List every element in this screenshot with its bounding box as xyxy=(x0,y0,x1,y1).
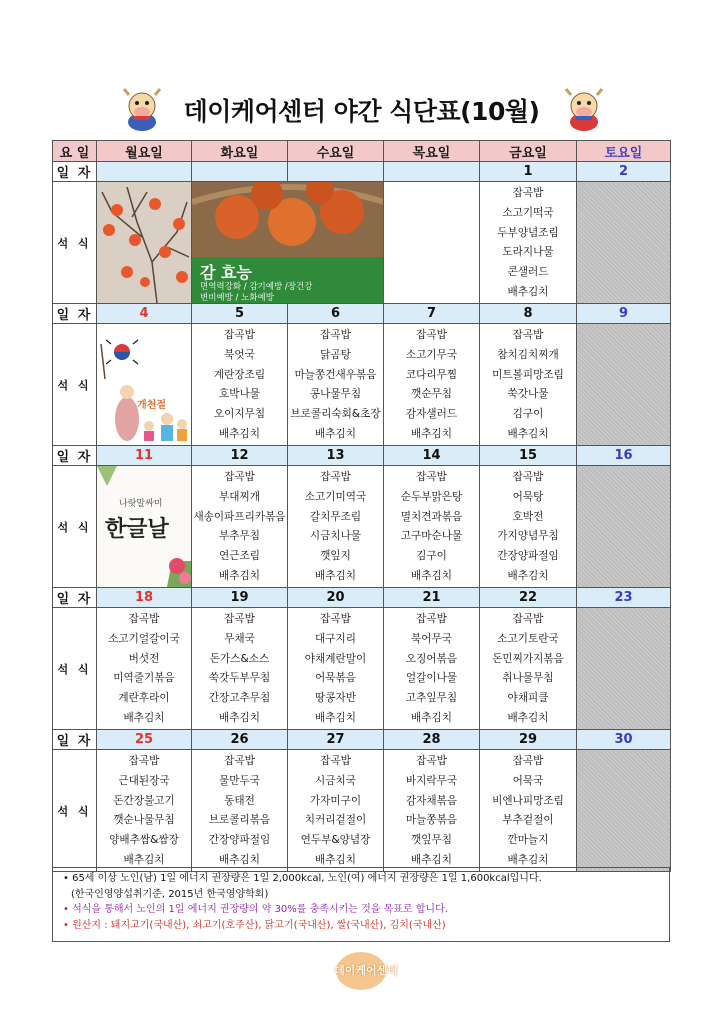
menu-item: 순두부맑은탕 xyxy=(400,490,463,503)
menu-item: 근대된장국 xyxy=(118,774,170,787)
menu-item: 계란장조림 xyxy=(213,368,266,381)
note-source: (한국인영양섭취기준, 2015년 한국영양학회) xyxy=(71,888,269,900)
menu-item: 돈민찌가지볶음 xyxy=(492,652,564,665)
menu-item: 시금치국 xyxy=(315,774,356,787)
menu-item: 배추김치 xyxy=(315,427,356,440)
menu-item: 어묵탕 xyxy=(512,490,544,503)
menu-item: 잡곡밥 xyxy=(320,613,351,625)
menu-item: 쑥갓두부무침 xyxy=(208,672,271,685)
menu-item: 동태전 xyxy=(224,794,255,807)
menu-item: 소고기떡국 xyxy=(502,206,554,219)
persimmon-banner-title: 감 효능 xyxy=(200,263,252,282)
page-title: 데이케어센터 야간 식단표(10월) xyxy=(183,97,540,126)
menu-item: 미트볼피망조림 xyxy=(492,368,564,381)
menu-cell xyxy=(288,608,384,730)
date-cell: 4 xyxy=(97,304,192,324)
menu-item: 잡곡밥 xyxy=(416,755,447,767)
hangul-day-cell xyxy=(97,466,192,588)
date-row-label: 일 자 xyxy=(53,304,97,324)
menu-item: 잡곡밥 xyxy=(512,187,544,199)
menu-item: 배추김치 xyxy=(507,711,549,724)
menu-item: 양배추쌈&쌈장 xyxy=(109,834,179,847)
menu-item: 간장양파절임 xyxy=(208,834,271,847)
meal-row-label: 석 식 xyxy=(53,182,97,304)
note-origin: • 원산지 : 돼지고기(국내산), 쇠고기(호주산), 닭고기(국내산), 쌀(국내산), 김치(국내산) xyxy=(63,919,446,931)
menu-item: 콘샐러드 xyxy=(507,266,549,279)
menu-item: 돈간장불고기 xyxy=(113,794,175,807)
menu-item: 쑥갓나물 xyxy=(507,388,549,401)
menu-item: 콩나물무침 xyxy=(309,388,362,401)
date-cell: 14 xyxy=(384,446,480,466)
date-row xyxy=(53,446,671,466)
menu-item: 닭곰탕 xyxy=(320,348,351,361)
menu-item: 얼갈이나물 xyxy=(405,672,458,685)
menu-list xyxy=(288,608,383,729)
menu-item: 배추김치 xyxy=(219,711,260,724)
date-row xyxy=(53,588,671,608)
weekday-mon: 월요일 xyxy=(97,141,192,162)
menu-item: 잡곡밥 xyxy=(512,613,544,625)
date-cell: 15 xyxy=(480,446,577,466)
persimmon-tree-cell xyxy=(97,182,192,304)
foundation-day-image xyxy=(97,324,191,445)
menu-list xyxy=(480,608,576,729)
menu-item: 잡곡밥 xyxy=(128,613,160,625)
date-cell: 22 xyxy=(480,588,577,608)
note-goal: • 석식을 통해서 노인의 1일 에너지 권장량의 약 30%를 충족시키는 것을 목표로 합니다. xyxy=(63,904,448,915)
menu-item: 갈치무조림 xyxy=(309,510,362,523)
date-cell: 27 xyxy=(288,730,384,750)
meal-row xyxy=(53,324,671,446)
persimmon-banner-line2: 변비예방 / 노화예방 xyxy=(200,293,274,303)
date-cell: 25 xyxy=(97,730,192,750)
title-area xyxy=(0,86,723,136)
menu-item: 잡곡밥 xyxy=(320,329,351,341)
empty-cell xyxy=(384,182,480,304)
foundation-day-cell xyxy=(97,324,192,446)
menu-item: 치커리겉절이 xyxy=(304,814,367,827)
date-row-label: 일 자 xyxy=(53,588,97,608)
menu-item: 잡곡밥 xyxy=(512,471,544,483)
menu-item: 오이지무침 xyxy=(213,408,266,421)
date-cell: 30 xyxy=(577,730,671,750)
persimmon-banner-line1: 면역력강화 / 감기예방 /장건강 xyxy=(200,282,313,292)
meal-row xyxy=(53,750,671,872)
menu-item: 잡곡밥 xyxy=(224,471,255,483)
weekday-thu: 목요일 xyxy=(384,141,480,162)
hangul-day-sub: 나랏말싸미 xyxy=(119,499,163,509)
menu-cell xyxy=(384,608,480,730)
menu-item: 취나물무침 xyxy=(502,672,554,685)
menu-item: 배추김치 xyxy=(507,285,549,298)
menu-list xyxy=(384,466,479,587)
menu-list xyxy=(97,750,191,871)
menu-cell xyxy=(288,750,384,872)
menu-item: 두부양념조림 xyxy=(497,226,559,239)
menu-item: 브로콜리볶음 xyxy=(208,814,271,827)
date-cell: 12 xyxy=(192,446,288,466)
menu-item: 어묵국 xyxy=(512,774,544,787)
menu-item: 도라지나물 xyxy=(502,246,554,259)
note-energy: • 65세 이상 노인(남) 1일 에너지 권장량은 1일 2,000kcal, 노인(여) 에너지 권장량은 1일 1,600kcal입니다. xyxy=(63,873,542,884)
menu-item: 북어무국 xyxy=(411,632,452,645)
menu-item: 잡곡밥 xyxy=(416,471,447,483)
menu-item: 호박전 xyxy=(512,510,544,523)
menu-item: 부대찌개 xyxy=(219,490,260,503)
menu-item: 부추겉절이 xyxy=(502,814,554,827)
date-row xyxy=(53,730,671,750)
meal-row xyxy=(53,182,671,304)
menu-item: 멸치견과볶음 xyxy=(400,510,463,523)
menu-item: 소고기얼갈이국 xyxy=(108,632,180,645)
menu-cell xyxy=(288,324,384,446)
menu-item: 잡곡밥 xyxy=(224,613,255,625)
notes-box xyxy=(52,867,670,942)
persimmon-tree-image xyxy=(97,182,191,303)
menu-item: 마늘쫑볶음 xyxy=(405,814,458,827)
menu-list xyxy=(384,750,479,871)
menu-item: 무채국 xyxy=(224,632,255,645)
menu-list xyxy=(480,182,576,303)
date-cell xyxy=(384,162,480,182)
menu-list xyxy=(384,608,479,729)
date-cell: 18 xyxy=(97,588,192,608)
menu-item: 감자샐러드 xyxy=(405,408,458,421)
menu-cell xyxy=(288,466,384,588)
menu-item: 호박나물 xyxy=(219,388,260,401)
menu-item: 배추김치 xyxy=(507,569,549,582)
hangul-day-title: 한글날 xyxy=(105,517,169,542)
menu-item: 배추김치 xyxy=(411,853,452,866)
footer-logo xyxy=(326,952,406,992)
menu-item: 배추김치 xyxy=(507,853,549,866)
menu-item: 코다리무찜 xyxy=(405,368,458,381)
meal-row xyxy=(53,608,671,730)
menu-item: 대구지리 xyxy=(315,632,356,645)
menu-cell xyxy=(480,608,577,730)
menu-list xyxy=(288,750,383,871)
menu-list xyxy=(480,466,576,587)
menu-item: 부추무침 xyxy=(219,530,260,543)
menu-item: 잡곡밥 xyxy=(224,755,255,767)
date-cell: 26 xyxy=(192,730,288,750)
weekday-header-row xyxy=(53,141,671,162)
weekday-fri: 금요일 xyxy=(480,141,577,162)
menu-list xyxy=(192,608,287,729)
menu-item: 깐마늘지 xyxy=(507,834,549,847)
menu-item: 깻잎지 xyxy=(320,550,351,563)
menu-item: 배추김치 xyxy=(411,427,452,440)
menu-list xyxy=(384,324,479,445)
menu-item: 잡곡밥 xyxy=(128,755,160,767)
menu-list xyxy=(192,466,287,587)
menu-item: 시금치나물 xyxy=(309,530,362,543)
date-cell: 9 xyxy=(577,304,671,324)
menu-cell xyxy=(192,608,288,730)
menu-item: 잡곡밥 xyxy=(416,613,447,625)
cow-mascot-icon xyxy=(562,86,606,132)
footer-logo-text: 데이케어센터 xyxy=(334,964,398,977)
menu-item: 가자미구이 xyxy=(309,794,362,807)
menu-item: 고구마순나물 xyxy=(400,530,463,543)
saturday-closed-cell xyxy=(577,608,671,730)
meal-row-label: 석 식 xyxy=(53,466,97,588)
saturday-closed-cell xyxy=(577,466,671,588)
menu-cell xyxy=(97,750,192,872)
menu-item: 오징어볶음 xyxy=(405,652,458,665)
menu-list xyxy=(192,324,287,445)
menu-cell xyxy=(480,466,577,588)
menu-item: 배추김치 xyxy=(315,853,356,866)
saturday-closed-cell xyxy=(577,750,671,872)
menu-item: 야채피클 xyxy=(507,692,549,705)
menu-cell xyxy=(192,324,288,446)
date-cell: 5 xyxy=(192,304,288,324)
menu-cell xyxy=(384,750,480,872)
weekday-sat: 토요일 xyxy=(577,141,671,162)
menu-item: 잡곡밥 xyxy=(512,755,544,767)
menu-item: 배추김치 xyxy=(315,711,356,724)
menu-item: 잡곡밥 xyxy=(512,329,544,341)
date-row-label: 일 자 xyxy=(53,730,97,750)
menu-item: 간장양파절임 xyxy=(497,550,559,563)
menu-item: 어묵볶음 xyxy=(315,672,356,685)
menu-item: 깻순나물무침 xyxy=(113,814,175,827)
weekday-wed: 수요일 xyxy=(288,141,384,162)
date-cell xyxy=(97,162,192,182)
persimmon-banner xyxy=(192,182,384,304)
menu-item: 버섯전 xyxy=(128,652,160,665)
menu-item: 바지락무국 xyxy=(405,774,458,787)
meal-row xyxy=(53,466,671,588)
menu-item: 배추김치 xyxy=(315,569,356,582)
menu-list xyxy=(480,750,576,871)
menu-table xyxy=(52,140,671,872)
menu-item: 새송이파프리카볶음 xyxy=(193,510,286,523)
meal-row-label: 석 식 xyxy=(53,608,97,730)
menu-item: 소고기토란국 xyxy=(497,632,559,645)
menu-cell xyxy=(480,750,577,872)
date-cell: 7 xyxy=(384,304,480,324)
menu-item: 김구이 xyxy=(416,550,447,563)
menu-cell xyxy=(384,466,480,588)
date-cell: 28 xyxy=(384,730,480,750)
menu-list xyxy=(480,324,576,445)
menu-item: 연두부&양념장 xyxy=(300,834,371,847)
menu-item: 비엔나피망조림 xyxy=(492,794,564,807)
menu-item: 깻순무침 xyxy=(411,388,452,401)
menu-item: 야채계란말이 xyxy=(304,652,367,665)
date-cell: 29 xyxy=(480,730,577,750)
menu-item: 미역줄기볶음 xyxy=(113,672,175,685)
menu-item: 배추김치 xyxy=(219,853,260,866)
menu-item: 간장고추무침 xyxy=(208,692,271,705)
date-cell: 21 xyxy=(384,588,480,608)
menu-item: 계란후라이 xyxy=(118,692,170,705)
weekday-tue: 화요일 xyxy=(192,141,288,162)
menu-item: 물만두국 xyxy=(219,774,260,787)
menu-item: 배추김치 xyxy=(507,427,549,440)
date-row-label: 일 자 xyxy=(53,446,97,466)
menu-cell xyxy=(192,750,288,872)
menu-item: 마늘쫑건새우볶음 xyxy=(294,368,377,381)
date-cell: 2 xyxy=(577,162,671,182)
menu-item: 배추김치 xyxy=(411,569,452,582)
date-cell: 1 xyxy=(480,162,577,182)
date-cell: 19 xyxy=(192,588,288,608)
menu-cell xyxy=(480,182,577,304)
menu-item: 배추김치 xyxy=(123,711,165,724)
meal-row-label: 석 식 xyxy=(53,750,97,872)
weekday-header-label: 요 일 xyxy=(53,141,97,162)
date-cell xyxy=(288,162,384,182)
date-row xyxy=(53,304,671,324)
date-cell: 8 xyxy=(480,304,577,324)
menu-item: 돈가스&소스 xyxy=(209,652,270,665)
menu-item: 배추김치 xyxy=(219,427,260,440)
menu-item: 배추김치 xyxy=(219,569,260,582)
saturday-closed-cell xyxy=(577,182,671,304)
menu-list xyxy=(288,466,383,587)
foundation-day-text: 개천절 xyxy=(137,400,166,411)
menu-cell xyxy=(480,324,577,446)
menu-item: 잡곡밥 xyxy=(320,755,351,767)
menu-item: 배추김치 xyxy=(123,853,165,866)
menu-list xyxy=(288,324,383,445)
menu-item: 소고기미역국 xyxy=(304,490,367,503)
menu-item: 깻잎무침 xyxy=(411,834,452,847)
menu-cell xyxy=(97,608,192,730)
menu-item: 브로콜리숙회&초장 xyxy=(290,408,381,421)
menu-item: 북엇국 xyxy=(224,348,255,361)
date-cell: 16 xyxy=(577,446,671,466)
menu-item: 잡곡밥 xyxy=(224,329,255,341)
menu-list xyxy=(97,608,191,729)
menu-item: 고추잎무침 xyxy=(405,692,458,705)
menu-item: 가지양념무침 xyxy=(497,530,559,543)
menu-list xyxy=(192,750,287,871)
menu-item: 잡곡밥 xyxy=(320,471,351,483)
menu-item: 땅콩자반 xyxy=(315,692,356,705)
menu-item: 잡곡밥 xyxy=(416,329,447,341)
menu-item: 참치김치찌개 xyxy=(497,348,559,361)
menu-item: 연근조림 xyxy=(219,550,260,563)
date-cell: 13 xyxy=(288,446,384,466)
date-cell: 11 xyxy=(97,446,192,466)
menu-item: 소고기무국 xyxy=(405,348,458,361)
date-cell: 6 xyxy=(288,304,384,324)
date-row-label: 일 자 xyxy=(53,162,97,182)
meal-row-label: 석 식 xyxy=(53,324,97,446)
date-cell: 20 xyxy=(288,588,384,608)
date-row xyxy=(53,162,671,182)
date-cell: 23 xyxy=(577,588,671,608)
date-cell xyxy=(192,162,288,182)
menu-item: 김구이 xyxy=(512,408,544,421)
menu-cell xyxy=(192,466,288,588)
saturday-closed-cell xyxy=(577,324,671,446)
menu-item: 감자채볶음 xyxy=(405,794,458,807)
menu-cell xyxy=(384,324,480,446)
menu-item: 배추김치 xyxy=(411,711,452,724)
